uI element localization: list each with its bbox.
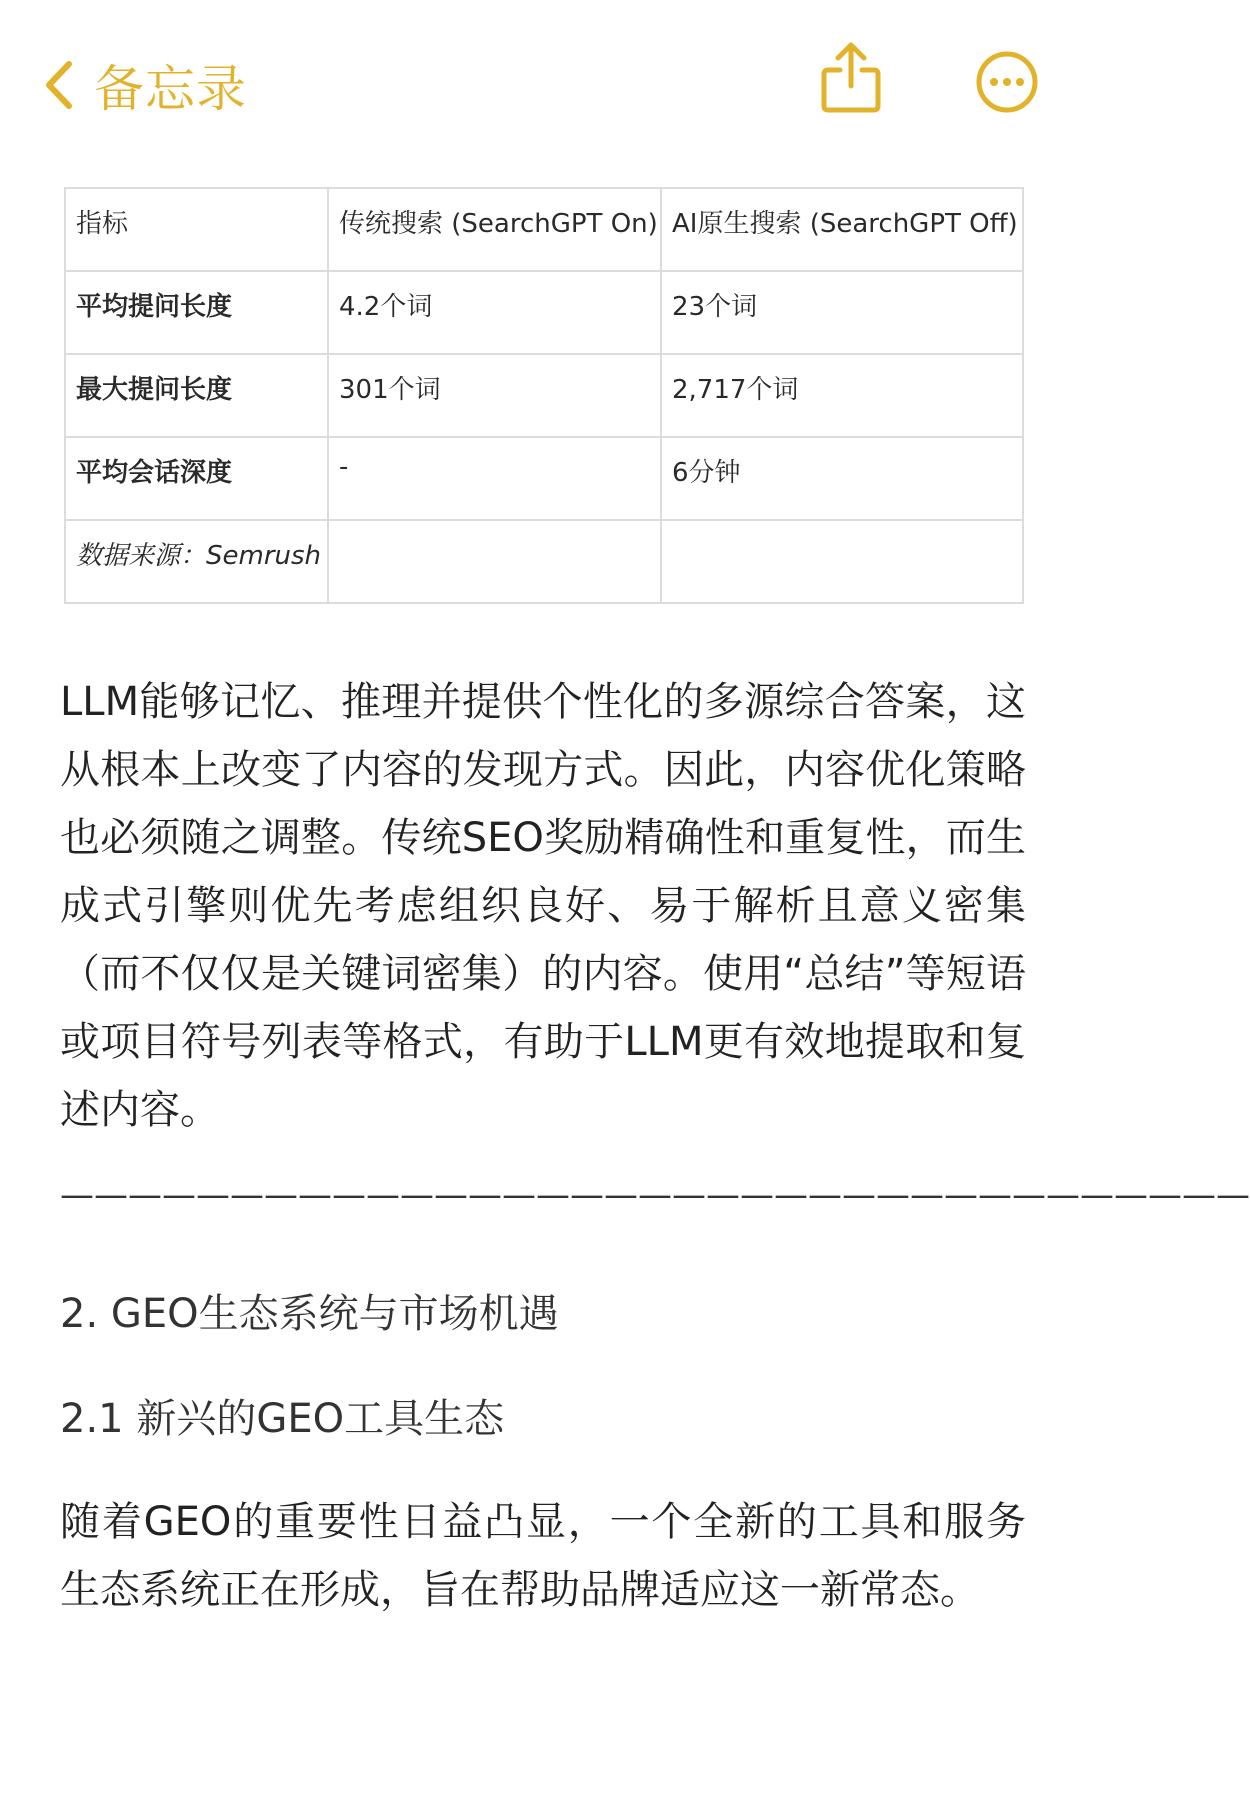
table-cell: - xyxy=(328,437,661,520)
share-icon xyxy=(820,99,882,118)
table-source-cell: 数据来源：Semrush xyxy=(65,520,328,603)
more-icon xyxy=(975,99,1039,118)
table-cell xyxy=(661,520,1023,603)
divider-line: ——————————————————————————————————— xyxy=(60,1175,1250,1215)
table-row xyxy=(65,437,1023,520)
table-header-cell: 指标 xyxy=(65,188,328,271)
table-cell-metric: 最大提问长度 xyxy=(65,354,328,437)
table-cell-metric: 平均会话深度 xyxy=(65,437,328,520)
body-paragraph: LLM能够记忆、推理并提供个性化的多源综合答案，这从根本上改变了内容的发现方式。因此，内容优化策略也必须随之调整。传统SEO奖励精确性和重复性，而生成式引擎则优先考虑组织良好、易于解析且意义密集（而不仅仅是关键词密集）的内容。使用“总结”等短语或项目符号列表等格式，有助于LLM更有效地提取和复述内容。 xyxy=(60,679,1026,1133)
table-cell-metric: 平均提问长度 xyxy=(65,271,328,354)
back-button[interactable] xyxy=(44,50,247,120)
table-row xyxy=(65,271,1023,354)
table-header-cell: 传统搜索 (SearchGPT On) xyxy=(328,188,661,271)
table-row xyxy=(65,520,1023,603)
chevron-left-icon xyxy=(44,60,74,110)
table-header-cell: AI原生搜索 (SearchGPT Off) xyxy=(661,188,1023,271)
more-button[interactable] xyxy=(975,50,1039,118)
table-cell: 4.2个词 xyxy=(328,271,661,354)
table-cell: 301个词 xyxy=(328,354,661,437)
navigation-bar xyxy=(0,0,1080,170)
table-cell: 6分钟 xyxy=(661,437,1023,520)
table-cell: 2,717个词 xyxy=(661,354,1023,437)
subsection-heading: 2.1 新兴的GEO工具生态 xyxy=(60,1396,505,1442)
table-header-row xyxy=(65,188,1023,271)
table-cell: 23个词 xyxy=(661,271,1023,354)
comparison-table xyxy=(64,187,1022,604)
back-label: 备忘录 xyxy=(94,60,247,118)
body-paragraph: 随着GEO的重要性日益凸显，一个全新的工具和服务生态系统正在形成，旨在帮助品牌适应这一新常态。 xyxy=(60,1499,1026,1613)
section-heading: 2. GEO生态系统与市场机遇 xyxy=(60,1291,559,1337)
table-cell xyxy=(328,520,661,603)
share-button[interactable] xyxy=(820,42,882,118)
table-row xyxy=(65,354,1023,437)
